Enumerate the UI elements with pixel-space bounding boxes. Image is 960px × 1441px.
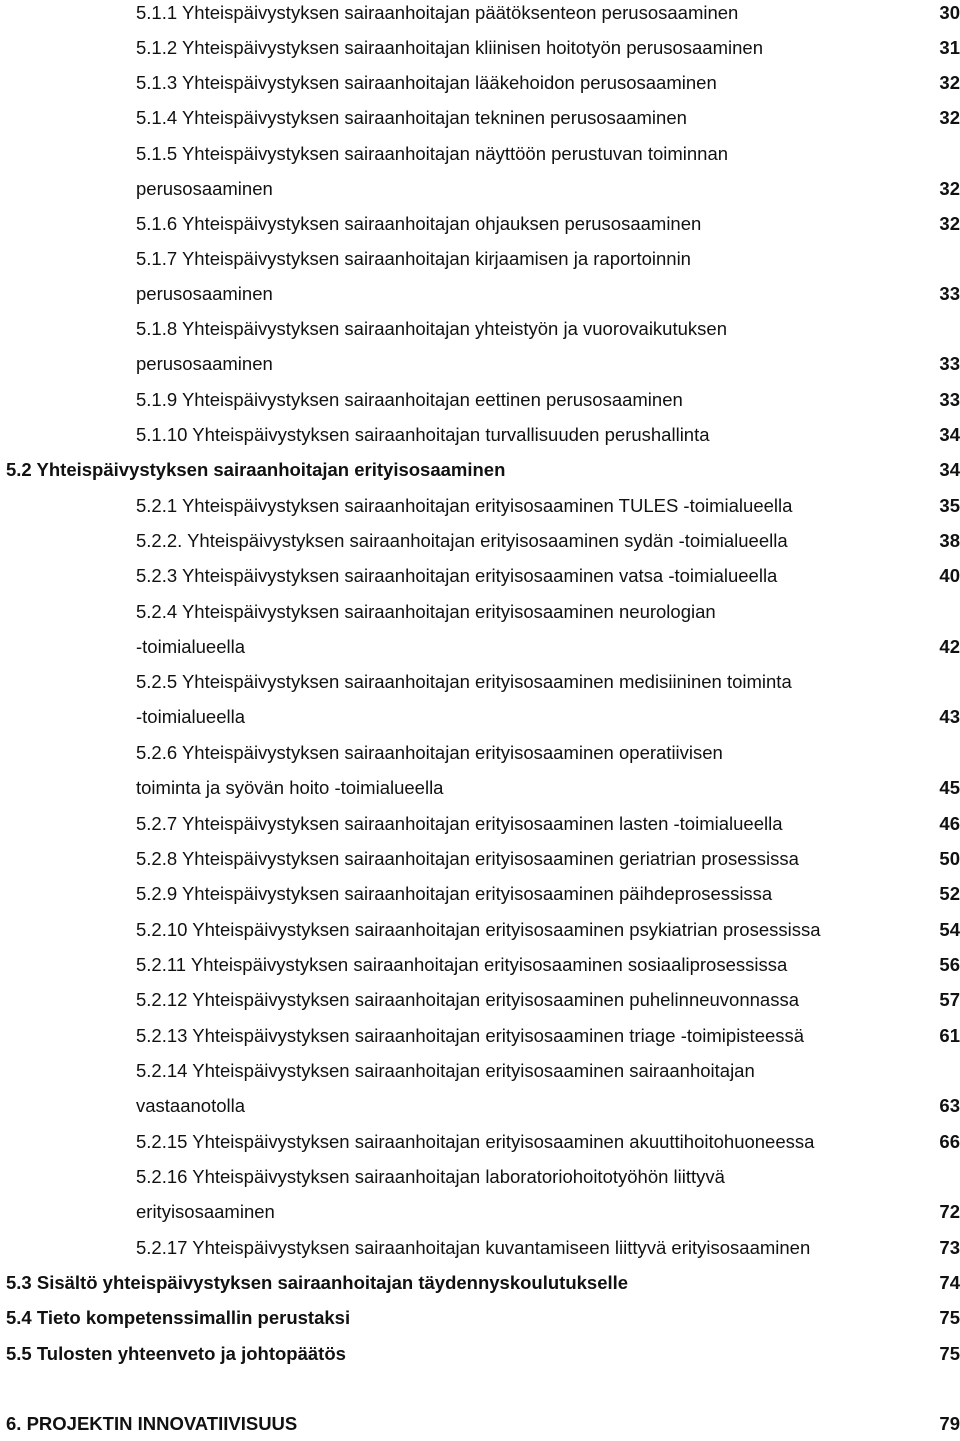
toc-entry-title: 5.2.14 Yhteispäivystyksen sairaanhoitajan erityisosaaminen sairaanhoitajan [136,1060,755,1081]
toc-page-number: 75 [939,1307,960,1328]
toc-page-number: 45 [939,777,960,798]
toc-entry-5-1-5-cont[interactable] [0,171,960,206]
toc-page-number: 40 [939,565,960,586]
toc-entry-title: 5.1.1 Yhteispäivystyksen sairaanhoitajan päätöksenteon perusosaaminen [136,2,739,23]
toc-entry-5-1-3[interactable] [0,65,960,100]
toc-entry-title: 5.2 Yhteispäivystyksen sairaanhoitajan erityisosaaminen [6,459,506,480]
toc-page-number: 38 [939,530,960,551]
toc-entry-5-1-5[interactable] [0,136,960,171]
toc-entry-title: vastaanotolla [136,1095,246,1116]
toc-entry-title: perusosaaminen [136,353,273,374]
toc-entry-title: 5.1.10 Yhteispäivystyksen sairaanhoitajan turvallisuuden perushallinta [136,424,710,445]
toc-page-number: 34 [939,424,960,445]
toc-entry-5-1-6[interactable] [0,206,960,241]
toc-entry-title: 5.4 Tieto kompetenssimallin perustaksi [6,1307,351,1328]
toc-page-number: 52 [939,883,960,904]
toc-page-number: 32 [939,72,960,93]
toc-entry-5-2-12[interactable] [0,982,960,1017]
toc-entry-title: 5.2.13 Yhteispäivystyksen sairaanhoitajan erityisosaaminen triage -toimipisteessä [136,1025,805,1046]
toc-entry-title: 5.2.8 Yhteispäivystyksen sairaanhoitajan erityisosaaminen geriatrian prosessissa [136,848,799,869]
toc-entry-title: perusosaaminen [136,283,273,304]
toc-entry-5-2-6[interactable] [0,735,960,770]
toc-entry-title: 5.1.4 Yhteispäivystyksen sairaanhoitajan tekninen perusosaaminen [136,107,687,128]
toc-entry-5-1-10[interactable] [0,417,960,452]
toc-entry-title: 5.2.1 Yhteispäivystyksen sairaanhoitajan erityisosaaminen TULES -toimialueella [136,495,793,516]
toc-entry-title: 5.5 Tulosten yhteenveto ja johtopäätös [6,1343,346,1364]
toc-entry-title: 5.3 Sisältö yhteispäivystyksen sairaanhoitajan täydennyskoulutukselle [6,1272,629,1293]
toc-page-number: 57 [939,989,960,1010]
toc-page-number: 50 [939,848,960,869]
toc-entry-5-1-7[interactable] [0,241,960,276]
toc-entry-5-1-2[interactable] [0,30,960,65]
toc-entry-5-2-14[interactable] [0,1053,960,1088]
toc-entry-5-2-14-cont[interactable] [0,1088,960,1123]
toc-page-number: 32 [939,178,960,199]
toc-page-number: 42 [939,636,960,657]
toc-page-number: 54 [939,919,960,940]
toc-entry-5-5[interactable] [0,1336,960,1371]
toc-page-number: 72 [939,1201,960,1222]
toc-page-number: 66 [939,1131,960,1152]
toc-page-number: 33 [939,353,960,374]
toc-entry-5-2-5-cont[interactable] [0,699,960,734]
toc-page-number: 32 [939,107,960,128]
toc-entry-title: erityisosaaminen [136,1201,275,1222]
toc-entry-title: 5.1.2 Yhteispäivystyksen sairaanhoitajan kliinisen hoitotyön perusosaaminen [136,37,763,58]
toc-page-number: 73 [939,1237,960,1258]
toc-entry-5-2-4[interactable] [0,594,960,629]
toc-entry-title: 5.2.6 Yhteispäivystyksen sairaanhoitajan erityisosaaminen operatiivisen [136,742,723,763]
toc-entry-title: 5.2.2. Yhteispäivystyksen sairaanhoitajan erityisosaaminen sydän -toimialueella [136,530,788,551]
toc-entry-title: 5.2.9 Yhteispäivystyksen sairaanhoitajan erityisosaaminen päihdeprosessissa [136,883,773,904]
toc-entry-5-2[interactable] [0,452,960,487]
toc-entry-title: 5.2.10 Yhteispäivystyksen sairaanhoitajan erityisosaaminen psykiatrian prosessissa [136,919,821,940]
toc-entry-title: 5.2.11 Yhteispäivystyksen sairaanhoitajan erityisosaaminen sosiaaliprosessissa [136,954,788,975]
toc-entry-5-2-15[interactable] [0,1124,960,1159]
toc-entry-5-2-3[interactable] [0,558,960,593]
toc-entry-title: 5.1.3 Yhteispäivystyksen sairaanhoitajan lääkehoidon perusosaaminen [136,72,717,93]
toc-entry-5-2-16-cont[interactable] [0,1194,960,1229]
toc-page-number: 56 [939,954,960,975]
toc-page-number: 63 [939,1095,960,1116]
toc-page-number: 35 [939,495,960,516]
toc-entry-title: 5.2.7 Yhteispäivystyksen sairaanhoitajan erityisosaaminen lasten -toimialueella [136,813,783,834]
toc-entry-5-1-8[interactable] [0,311,960,346]
toc-page-number: 43 [939,706,960,727]
toc-entry-5-2-4-cont[interactable] [0,629,960,664]
toc-entry-5-1-4[interactable] [0,100,960,135]
toc-entry-5-2-16[interactable] [0,1159,960,1194]
toc-entry-5-2-5[interactable] [0,664,960,699]
toc-entry-5-2-11[interactable] [0,947,960,982]
toc-entry-title: 5.1.7 Yhteispäivystyksen sairaanhoitajan kirjaamisen ja raportoinnin [136,248,691,269]
toc-entry-title: 5.2.15 Yhteispäivystyksen sairaanhoitajan erityisosaaminen akuuttihoitohuoneessa [136,1131,815,1152]
toc-page-number: 61 [939,1025,960,1046]
toc-entry-5-2-7[interactable] [0,806,960,841]
toc-page-number: 79 [939,1413,960,1434]
toc-entry-title: 6. PROJEKTIN INNOVATIIVISUUS [6,1413,298,1434]
toc-page-number: 31 [939,37,960,58]
toc-entry-title: 5.2.5 Yhteispäivystyksen sairaanhoitajan erityisosaaminen medisiininen toiminta [136,671,792,692]
toc-page-number: 46 [939,813,960,834]
toc-entry-title: 5.2.17 Yhteispäivystyksen sairaanhoitajan kuvantamiseen liittyvä erityisosaaminen [136,1237,811,1258]
toc-entry-5-3[interactable] [0,1265,960,1300]
toc-entry-title: perusosaaminen [136,178,273,199]
toc-entry-title: 5.1.6 Yhteispäivystyksen sairaanhoitajan ohjauksen perusosaaminen [136,213,702,234]
toc-entry-title: -toimialueella [136,636,245,657]
toc-entry-title: 5.2.3 Yhteispäivystyksen sairaanhoitajan erityisosaaminen vatsa -toimialueella [136,565,778,586]
toc-entry-5-2-17[interactable] [0,1230,960,1265]
toc-page-number: 33 [939,283,960,304]
toc-entry-5-2-8[interactable] [0,841,960,876]
toc-page-number: 74 [939,1272,960,1293]
toc-entry-title: 5.2.12 Yhteispäivystyksen sairaanhoitajan erityisosaaminen puhelinneuvonnassa [136,989,800,1010]
toc-entry-5-1-7-cont[interactable] [0,276,960,311]
toc-page-number: 32 [939,213,960,234]
toc-entry-5-1-9[interactable] [0,382,960,417]
toc-entry-5-2-10[interactable] [0,912,960,947]
toc-entry-5-2-6-cont[interactable] [0,770,960,805]
toc-entry-title: 5.2.16 Yhteispäivystyksen sairaanhoitajan laboratoriohoitotyöhön liittyvä [136,1166,725,1187]
toc-entry-title: toiminta ja syövän hoito -toimialueella [136,777,444,798]
toc-entry-title: 5.1.8 Yhteispäivystyksen sairaanhoitajan yhteistyön ja vuorovaikutuksen [136,318,727,339]
toc-page-number: 30 [939,2,960,23]
toc-entry-5-1-8-cont[interactable] [0,346,960,381]
toc-page-number: 75 [939,1343,960,1364]
toc-entry-title: 5.1.9 Yhteispäivystyksen sairaanhoitajan eettinen perusosaaminen [136,389,683,410]
toc-page-number: 34 [939,459,960,480]
toc-entry-5-2-1[interactable] [0,488,960,523]
toc-page-number: 33 [939,389,960,410]
toc-entry-5-2-2[interactable] [0,523,960,558]
toc-entry-5-2-9[interactable] [0,876,960,911]
toc-entry-5-2-13[interactable] [0,1018,960,1053]
toc-entry-5-1-1[interactable] [0,0,960,30]
toc-entry-5-4[interactable] [0,1300,960,1335]
toc-entry-title: -toimialueella [136,706,245,727]
toc-entry-title: 5.1.5 Yhteispäivystyksen sairaanhoitajan näyttöön perustuvan toiminnan [136,143,729,164]
toc-entry-title: 5.2.4 Yhteispäivystyksen sairaanhoitajan erityisosaaminen neurologian [136,601,716,622]
